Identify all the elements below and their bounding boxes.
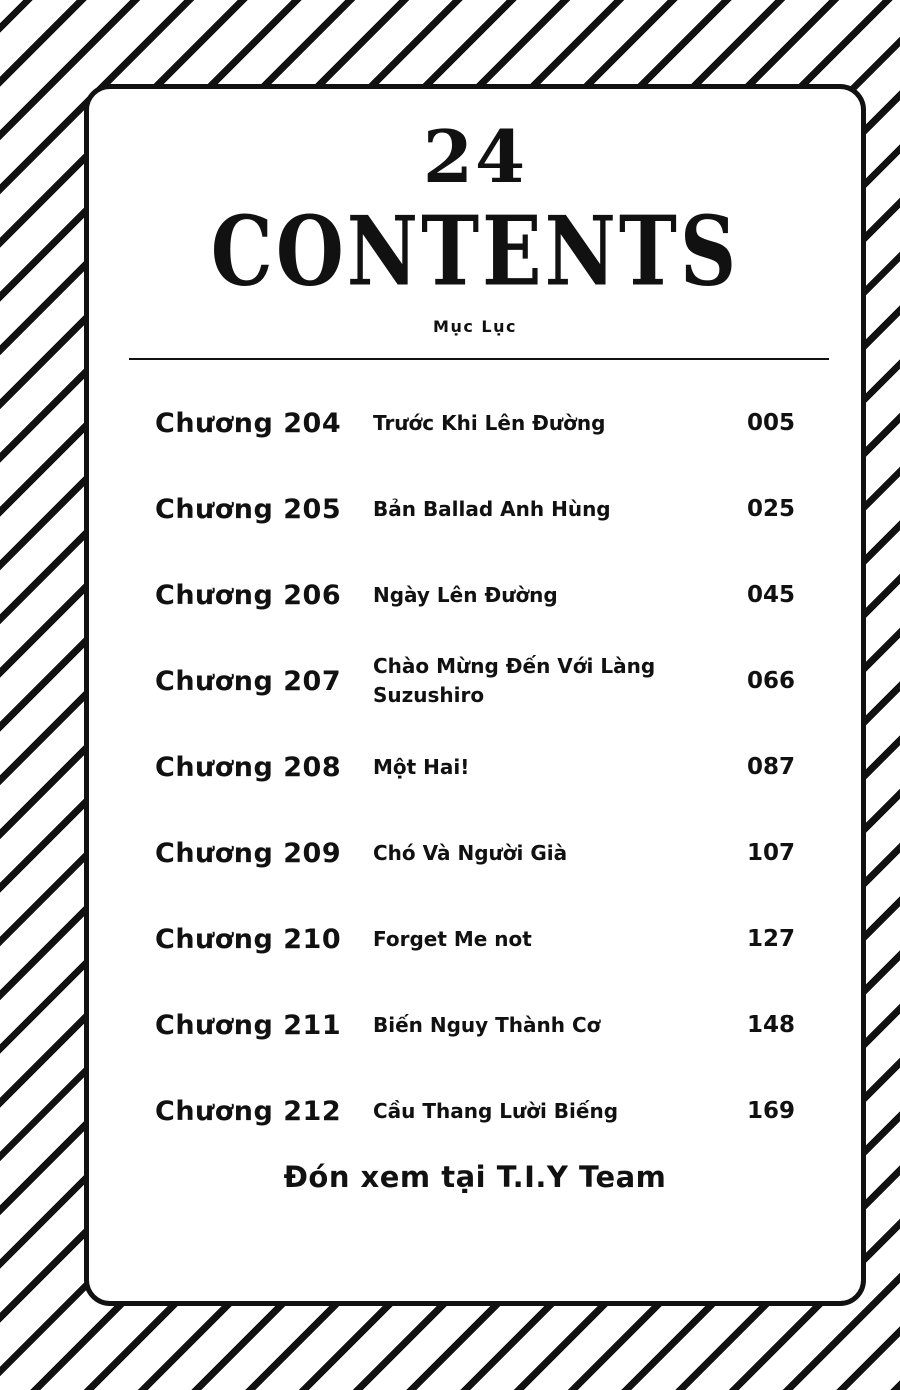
toc-page-number: 087 xyxy=(746,754,795,781)
page-title: CONTENTS xyxy=(210,196,740,308)
toc-chapter-label: Chương 212 xyxy=(155,1095,342,1127)
toc-page-number: 127 xyxy=(746,926,795,953)
toc-row xyxy=(155,552,795,638)
toc-chapter-label: Chương 207 xyxy=(155,665,342,697)
toc-row xyxy=(155,810,795,896)
toc-page-number: 148 xyxy=(746,1012,795,1039)
toc-row xyxy=(155,466,795,552)
toc-row xyxy=(155,896,795,982)
toc-chapter-title: Bản Ballad Anh Hùng xyxy=(373,496,611,521)
toc-chapter-label: Chương 205 xyxy=(155,493,342,525)
toc-page-number: 045 xyxy=(746,582,795,609)
page-subtitle: Mục Lục xyxy=(433,317,517,337)
toc-chapter-title: Một Hai! xyxy=(373,754,470,779)
toc-page-number: 066 xyxy=(746,668,795,695)
credit-line: Đón xem tại T.I.Y Team xyxy=(283,1160,667,1195)
toc-chapter-label: Chương 209 xyxy=(155,837,342,869)
toc-chapter-label: Chương 210 xyxy=(155,923,342,955)
toc-row xyxy=(155,380,795,466)
toc-chapter-label: Chương 208 xyxy=(155,751,342,783)
toc-page-number: 169 xyxy=(746,1098,795,1125)
toc-chapter-label: Chương 211 xyxy=(155,1009,342,1041)
toc-chapter-title: Chó Và Người Già xyxy=(373,840,568,865)
divider xyxy=(129,358,829,360)
contents-header xyxy=(129,89,821,336)
toc-chapter-title: Biến Nguy Thành Cơ xyxy=(373,1012,601,1037)
toc-chapter-title: Trước Khi Lên Đường xyxy=(373,410,606,435)
volume-number: 24 xyxy=(422,114,528,199)
toc-chapter-title: Chào Mừng Đến Với Làng Suzushiro xyxy=(373,654,656,708)
toc-row xyxy=(155,724,795,810)
contents-panel xyxy=(84,84,866,1306)
toc-page-number: 025 xyxy=(746,496,795,523)
toc-row xyxy=(155,638,795,724)
toc-chapter-label: Chương 204 xyxy=(155,407,342,439)
toc-page-number: 005 xyxy=(746,410,795,437)
toc-page-number: 107 xyxy=(746,840,795,867)
toc-chapter-label: Chương 206 xyxy=(155,579,342,611)
toc-chapter-title: Ngày Lên Đường xyxy=(373,582,558,607)
toc-chapter-title: Cầu Thang Lười Biếng xyxy=(373,1098,619,1123)
toc-row xyxy=(155,982,795,1068)
toc-row xyxy=(155,1068,795,1154)
toc-chapter-title: Forget Me not xyxy=(373,926,532,951)
table-of-contents xyxy=(129,380,821,1154)
